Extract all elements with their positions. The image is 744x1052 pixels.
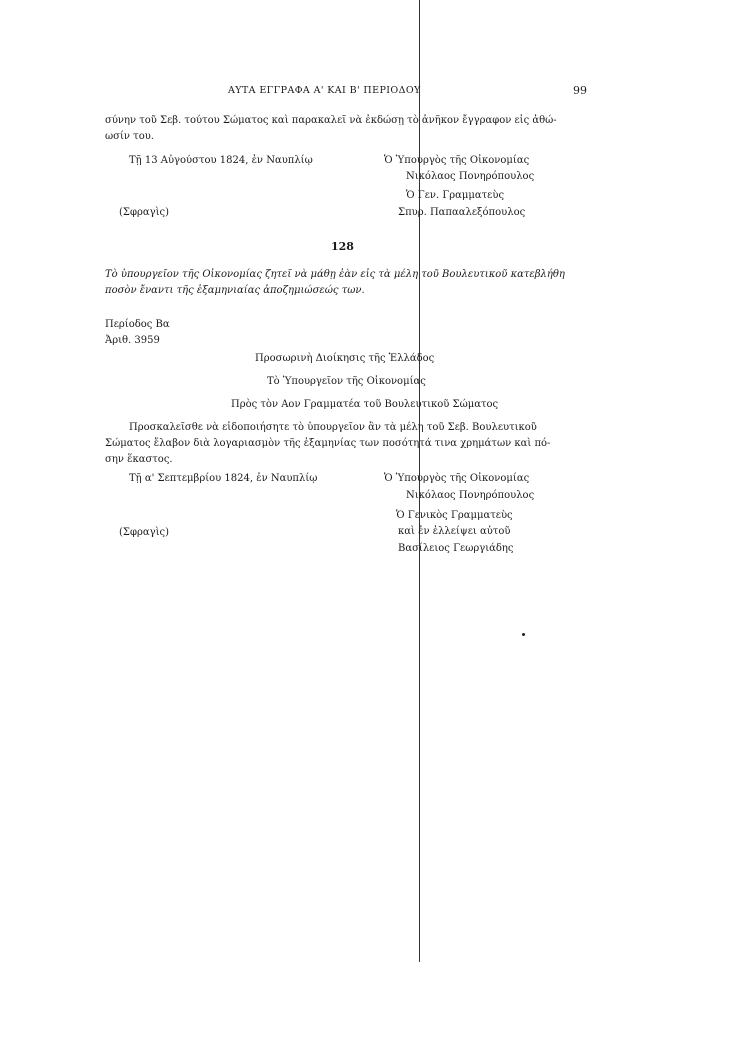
- doc128-summary-line2: ποσὸν ἔναντι τῆς ἑξαμηνιαίας ἀποζημιώσεώς των.: [105, 285, 365, 296]
- doc128-signer1-title: Ὁ Ὑπουργὸς τῆς Οἰκονομίας: [384, 473, 530, 484]
- doc127-signer2-title: Ὁ Γεν. Γραμματεὺς: [406, 190, 505, 201]
- doc127-date: Τῇ 13 Αὐγούστου 1824, ἐν Ναυπλίῳ: [129, 155, 313, 166]
- doc127-text-line2: ωσίν του.: [105, 131, 154, 142]
- doc128-heading-ministry: Τὸ Ὑπουργεῖον τῆς Οἰκονομίας: [267, 376, 426, 387]
- doc128-period: Περίοδος Βα: [105, 319, 170, 330]
- doc128-heading-government: Προσωρινὴ Διοίκησις τῆς Ἑλλάδος: [255, 353, 435, 364]
- page-number: 99: [573, 84, 587, 97]
- doc128-body-line3: σην ἕκαστος.: [105, 454, 173, 465]
- doc128-body-line1: Προσκαλεῖσθε νὰ εἰδοποιήσητε τὸ ὑπουργεῖον ἂν τὰ μέλη τοῦ Σεβ. Βουλευτικοῦ: [129, 422, 537, 433]
- doc128-summary-line1: Τὸ ὑπουργεῖον τῆς Οἰκονομίας ζητεῖ νὰ μάθῃ ἐὰν εἰς τὰ μέλη τοῦ Βουλευτικοῦ κατεβλήθη: [105, 269, 565, 280]
- document-number: 128: [331, 240, 354, 253]
- doc127-signer2-name: Σπυρ. Παπααλεξόπουλος: [398, 207, 526, 218]
- doc128-ref-number: Ἀριθ. 3959: [105, 335, 160, 346]
- scan-speck: [522, 633, 525, 636]
- doc128-seal: (Σφραγὶς): [119, 527, 170, 538]
- doc128-body-line2: Σώματος ἔλαβον διὰ λογαριασμὸν τῆς ἑξαμηνίας των ποσότητά τινα χρημάτων καὶ πό-: [105, 438, 551, 449]
- doc127-signer1-title: Ὁ Ὑπουργὸς τῆς Οἰκονομίας: [384, 155, 530, 166]
- doc128-signer1-name: Νικόλαος Πονηρόπουλος: [406, 490, 535, 501]
- doc128-signer2-title: Ὁ Γενικὸς Γραμματεὺς: [396, 510, 513, 521]
- running-head: ΑΥΤΑ ΕΓΓΡΑΦΑ Α' ΚΑΙ Β' ΠΕΡΙΟΔΟΥ: [228, 85, 421, 96]
- doc127-seal: (Σφραγὶς): [119, 207, 170, 218]
- doc128-signer2-name: Βασίλειος Γεωργιάδης: [398, 543, 514, 554]
- doc128-signer2-note: καὶ ἐν ἐλλείψει αὐτοῦ: [398, 526, 511, 537]
- doc127-text-line1: σύνην τοῦ Σεβ. τούτου Σώματος καὶ παρακαλεῖ νὰ ἐκδώσῃ τὸ ἀνῆκον ἔγγραφον εἰς ἀθώ-: [105, 115, 557, 126]
- doc127-signer1-name: Νικόλαος Πονηρόπουλος: [406, 171, 535, 182]
- doc128-date: Τῇ α' Σεπτεμβρίου 1824, ἐν Ναυπλίῳ: [129, 473, 318, 484]
- doc128-heading-recipient: Πρὸς τὸν Αον Γραμματέα τοῦ Βουλευτικοῦ Σώματος: [231, 399, 499, 410]
